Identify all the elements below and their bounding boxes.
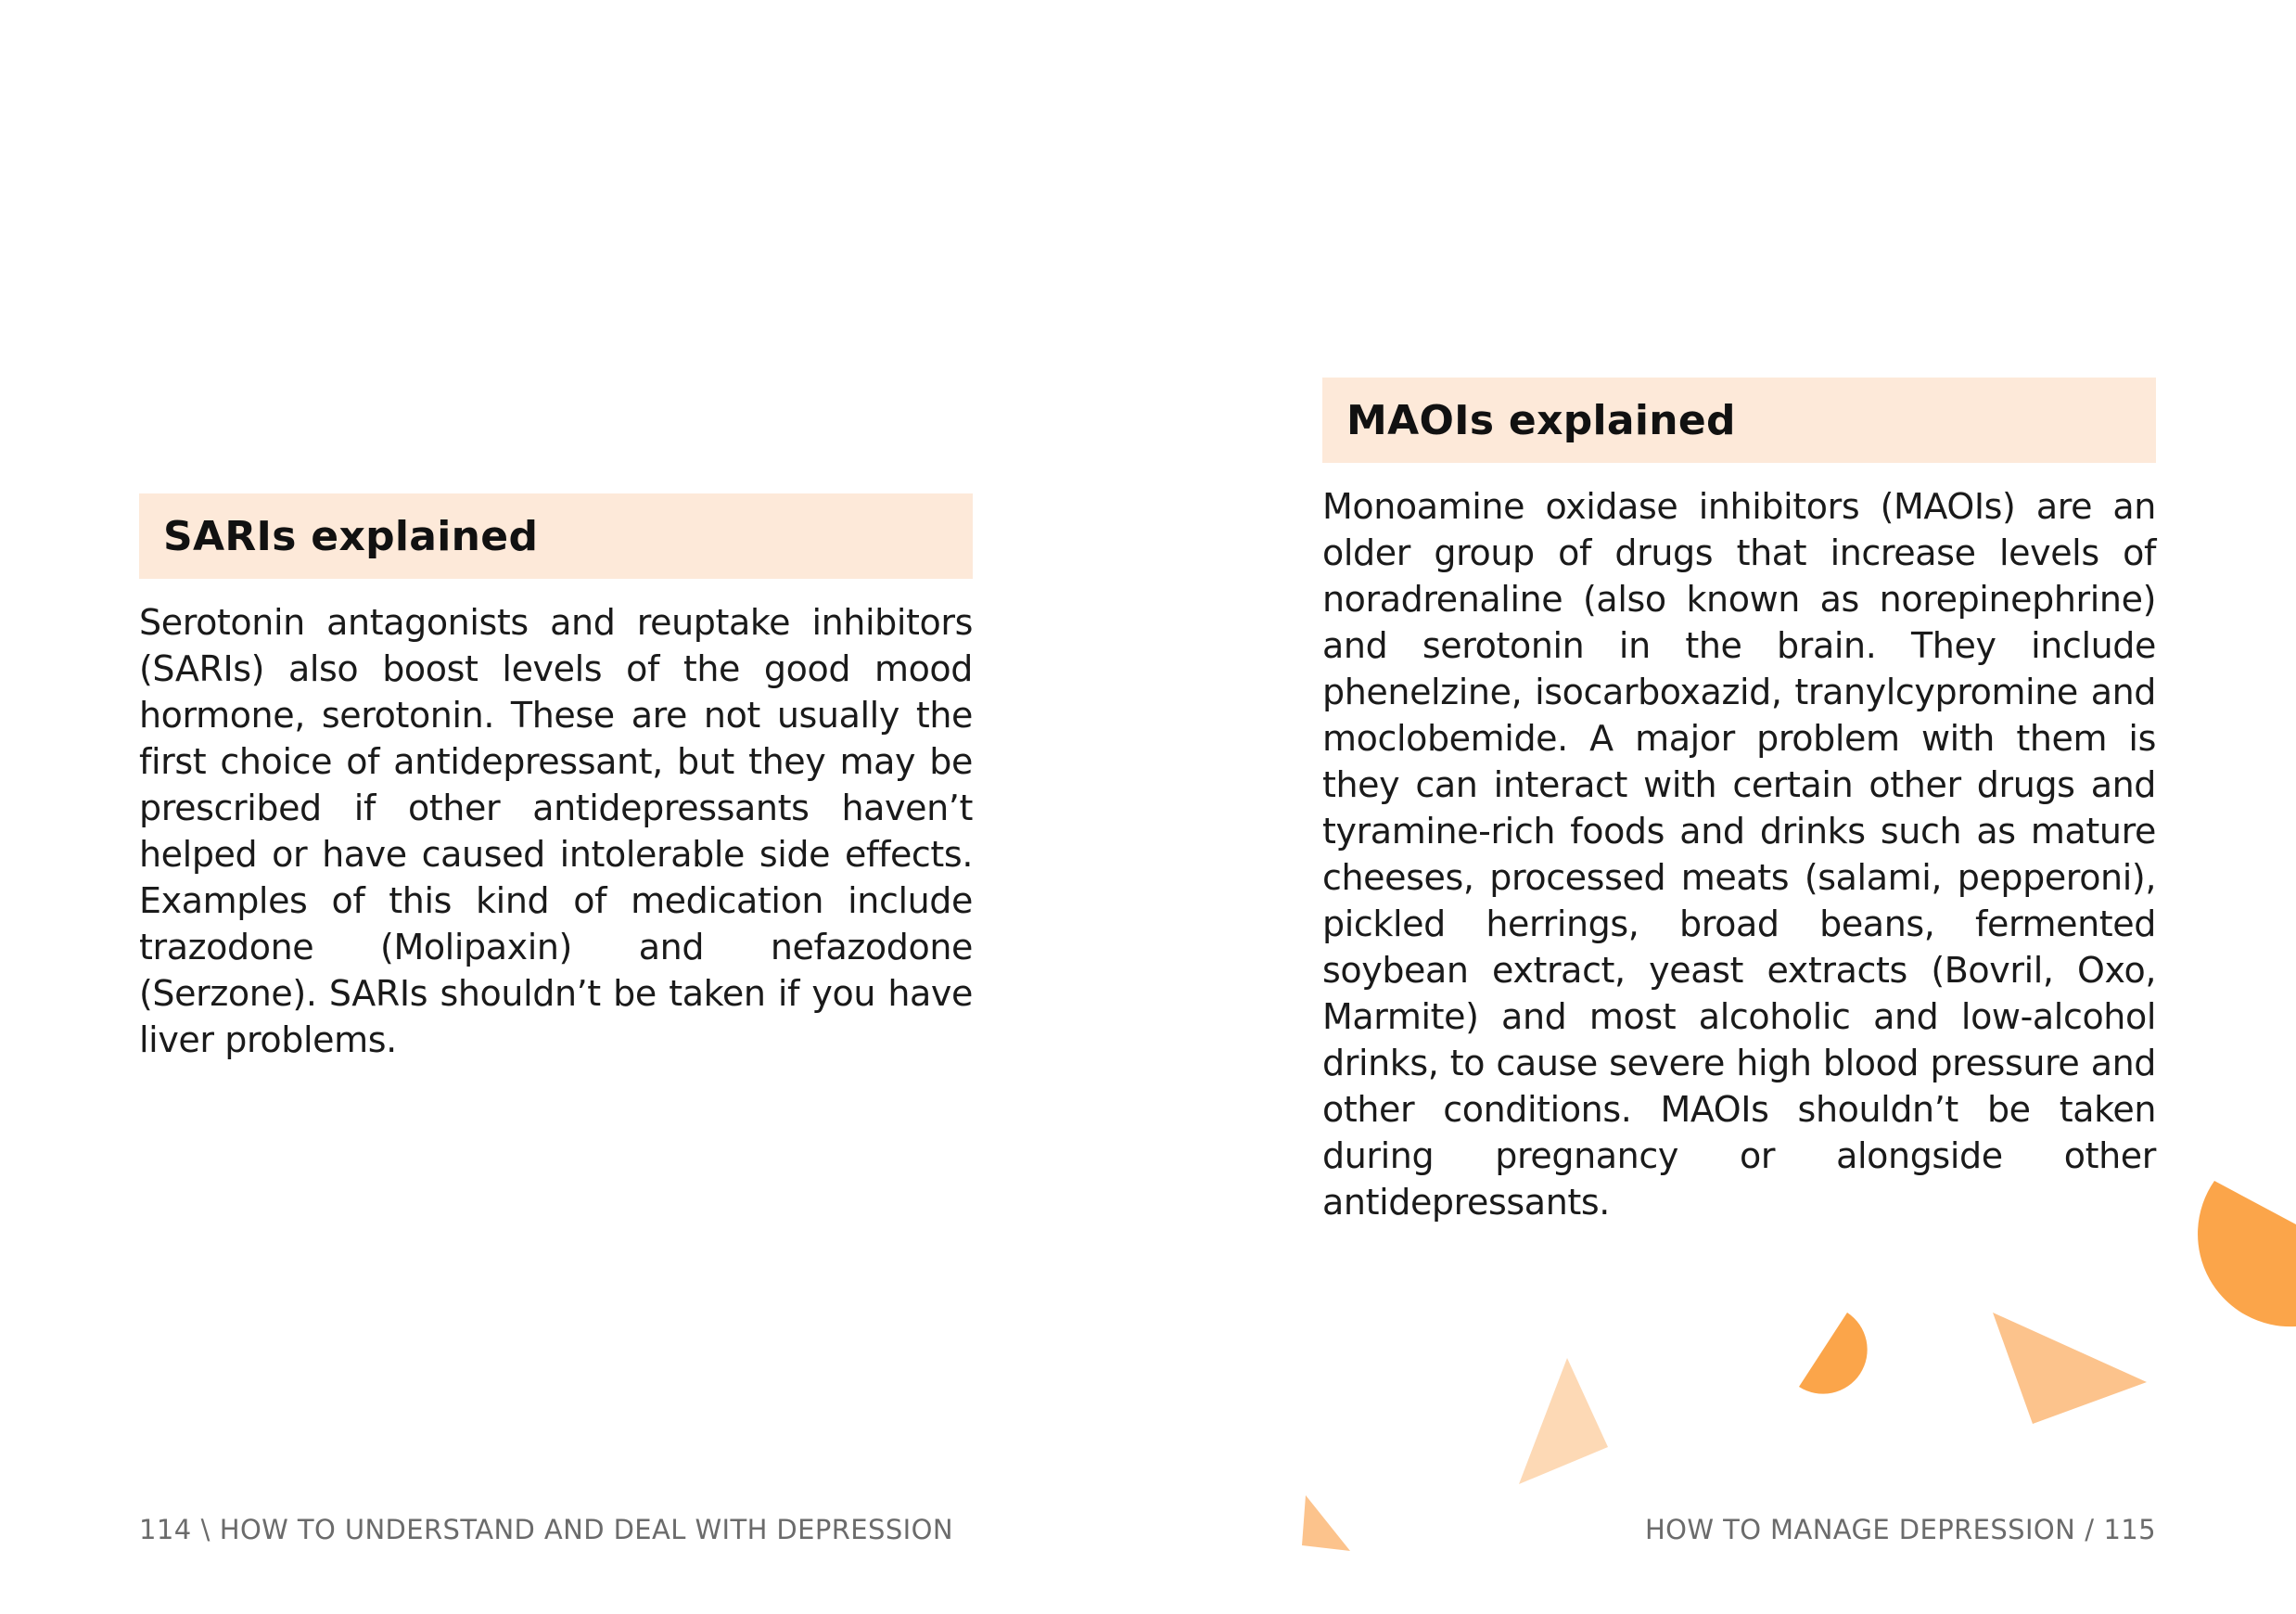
footer-separator-left: \ <box>200 1514 210 1545</box>
decor-semicircle-small <box>1799 1313 1868 1394</box>
section-body-maois: Monoamine oxidase inhibitors (MAOIs) are an older group of drugs that increase levels of noradrenaline (also known as norepinephrine) and serotonin in the brain. They include phenelzine, isocarboxazid, tranylcypromine and moclobemide. A major problem with them is they can interact with certain other drugs and tyramine-rich foods and drinks such as mature cheeses, processed meats (salami, pepperoni), pickled herrings, broad beans, fermented soybean extract, yeast extracts (Bovril, Oxo, Marmite) and most alcoholic and low-alcohol drinks, to cause severe high blood pressure and other conditions. MAOIs shouldn’t be taken during pregnancy or alongside other antidepressants. <box>1322 486 2156 1223</box>
decor-semicircle-large <box>2198 1181 2296 1326</box>
page-number-left: 114 <box>139 1514 192 1545</box>
running-title-left: HOW TO UNDERSTAND AND DEAL WITH DEPRESSION <box>219 1514 953 1545</box>
footer-separator-right: / <box>2085 1514 2095 1545</box>
decor-triangle-small <box>1302 1495 1350 1551</box>
decor-triangle-center <box>1519 1358 1608 1484</box>
section-body-saris: Serotonin antagonists and reuptake inhibitors (SARIs) also boost levels of the good mood hormone, serotonin. These are not usually the first choice of antidepressant, but they may be prescribed if other antidepressants haven’t helped or have caused intolerable side effects. Examples of this kind of medication include trazodone (Molipaxin) and nefazodone (Serzone). SARIs shouldn’t be taken if you have liver problems. <box>139 602 973 1060</box>
section-heading-saris: SARIs explained <box>139 493 973 579</box>
section-heading-maois: MAOIs explained <box>1322 378 2156 463</box>
page-number-right: 115 <box>2103 1514 2156 1545</box>
decor-triangle-right <box>1993 1313 2147 1424</box>
running-title-right: HOW TO MANAGE DEPRESSION <box>1644 1514 2076 1545</box>
